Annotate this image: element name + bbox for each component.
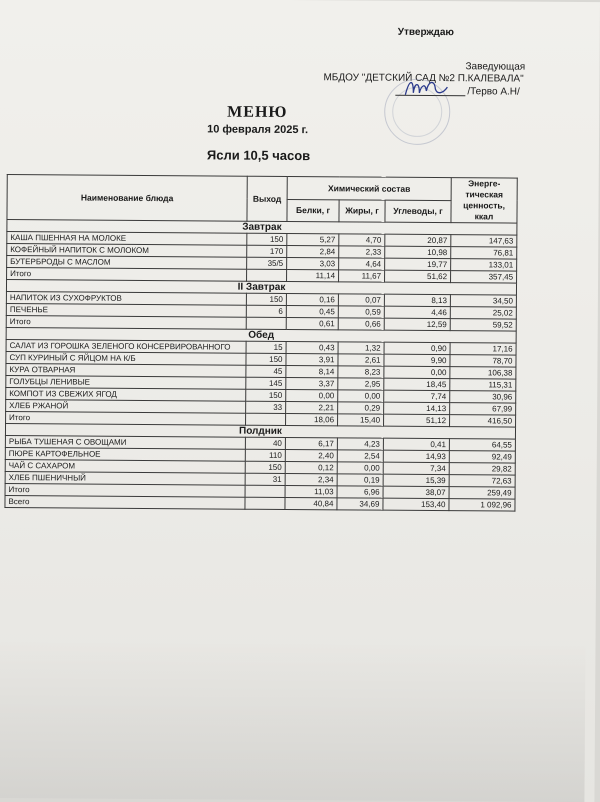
signer-name: /Терво А.Н/ xyxy=(467,86,520,98)
total-label: Итого xyxy=(7,268,247,282)
dish-name: КОФЕЙНЫЙ НАПИТОК С МОЛОКОМ xyxy=(7,244,247,258)
dish-energy: 147,63 xyxy=(451,235,517,247)
menu-table-body xyxy=(5,220,517,512)
total-energy: 259,49 xyxy=(449,487,515,499)
column-header-protein: Белки, г xyxy=(287,199,339,222)
dish-carb: 19,77 xyxy=(385,258,451,270)
total-protein: 11,03 xyxy=(285,485,337,497)
organization-name: МБДОУ "ДЕТСКИЙ САД №2 П.КАЛЕВАЛА" xyxy=(323,72,524,85)
dish-fat: 0,07 xyxy=(338,294,384,306)
column-header-carb: Углеводы, г xyxy=(385,200,451,223)
dish-energy: 72,63 xyxy=(449,475,515,487)
dish-name: ХЛЕБ РЖАНОЙ xyxy=(6,400,246,414)
dish-fat: 2,33 xyxy=(339,246,385,258)
dish-carb: 8,13 xyxy=(384,294,450,306)
approval-label: Утверждаю xyxy=(397,26,455,39)
dish-fat: 2,95 xyxy=(338,378,384,390)
dish-carb: 14,13 xyxy=(384,402,450,414)
dish-yield: 45 xyxy=(246,365,286,377)
total-energy: 416,50 xyxy=(450,415,516,427)
dish-carb: 7,74 xyxy=(384,390,450,402)
dish-protein: 2,40 xyxy=(285,449,337,461)
page-title: МЕНЮ xyxy=(227,103,288,121)
dish-carb: 18,45 xyxy=(384,378,450,390)
dish-yield: 110 xyxy=(245,449,285,461)
total-protein: 18,06 xyxy=(286,413,338,425)
dish-protein: 2,21 xyxy=(286,401,338,413)
dish-fat: 4,23 xyxy=(337,438,383,450)
dish-carb: 20,87 xyxy=(385,234,451,246)
dish-energy: 133,01 xyxy=(451,259,517,271)
dish-carb: 10,98 xyxy=(385,246,451,258)
total-carb: 51,62 xyxy=(385,270,451,282)
dish-carb: 7,34 xyxy=(383,462,449,474)
grand-total-carb: 153,40 xyxy=(383,498,449,510)
dish-protein: 0,45 xyxy=(286,305,338,317)
dish-protein: 6,17 xyxy=(285,437,337,449)
dish-protein: 3,37 xyxy=(286,377,338,389)
dish-carb: 0,00 xyxy=(384,366,450,378)
dish-yield: 15 xyxy=(246,341,286,353)
dish-yield: 150 xyxy=(245,461,285,473)
dish-name: ПЕЧЕНЬЕ xyxy=(6,304,246,318)
grand-total-yield-empty xyxy=(245,497,285,509)
total-protein: 0,61 xyxy=(286,317,338,329)
dish-yield: 150 xyxy=(246,353,286,365)
total-fat: 6,96 xyxy=(337,486,383,498)
dish-yield: 31 xyxy=(245,473,285,485)
dish-fat: 4,70 xyxy=(339,234,385,246)
dish-name: РЫБА ТУШЕНАЯ С ОВОЩАМИ xyxy=(5,436,245,450)
column-header-chemical: Химический состав xyxy=(287,176,451,200)
dish-carb: 4,46 xyxy=(384,306,450,318)
dish-energy: 30,96 xyxy=(450,391,516,403)
dish-protein: 5,27 xyxy=(287,233,339,245)
total-label: Итого xyxy=(6,316,246,330)
dish-fat: 4,64 xyxy=(339,258,385,270)
dish-name: САЛАТ ИЗ ГОРОШКА ЗЕЛЕНОГО КОНСЕРВИРОВАННОГО xyxy=(6,340,246,354)
total-yield-empty xyxy=(246,317,286,329)
total-energy: 357,45 xyxy=(451,271,517,283)
section-title: Обед xyxy=(6,328,516,344)
dish-energy: 29,82 xyxy=(449,463,515,475)
total-energy: 59,52 xyxy=(450,319,516,331)
section-title: Завтрак xyxy=(7,220,517,236)
total-fat: 11,67 xyxy=(339,270,385,282)
dish-energy: 25,02 xyxy=(450,307,516,319)
dish-name: ЧАЙ С САХАРОМ xyxy=(5,460,245,474)
dish-protein: 8,14 xyxy=(286,365,338,377)
dish-name: НАПИТОК ИЗ СУХОФРУКТОВ xyxy=(6,292,246,306)
grand-total-label: Всего xyxy=(5,496,245,510)
dish-energy: 76,81 xyxy=(451,247,517,259)
dish-yield: 150 xyxy=(246,293,286,305)
dish-yield: 33 xyxy=(246,401,286,413)
column-header-energy: Энерге-тическая ценность, ккал xyxy=(451,178,517,223)
dish-yield: 150 xyxy=(247,233,287,245)
dish-yield: 6 xyxy=(246,305,286,317)
dish-protein: 0,00 xyxy=(286,389,338,401)
total-carb: 51,12 xyxy=(384,414,450,426)
total-carb: 12,59 xyxy=(384,318,450,330)
dish-name: КУРА ОТВАРНАЯ xyxy=(6,364,246,378)
dish-carb: 15,39 xyxy=(383,474,449,486)
dish-fat: 1,32 xyxy=(338,342,384,354)
dish-fat: 2,54 xyxy=(337,450,383,462)
dish-yield: 150 xyxy=(246,389,286,401)
dish-energy: 92,49 xyxy=(449,451,515,463)
menu-table xyxy=(4,174,517,512)
dish-fat: 2,61 xyxy=(338,354,384,366)
dish-protein: 0,12 xyxy=(285,461,337,473)
dish-carb: 9,90 xyxy=(384,354,450,366)
dish-energy: 34,50 xyxy=(450,295,516,307)
handwritten-signature xyxy=(401,73,451,103)
section-title: Полдник xyxy=(5,424,515,440)
dish-yield: 40 xyxy=(245,437,285,449)
dish-fat: 0,00 xyxy=(338,390,384,402)
dish-energy: 64,55 xyxy=(449,439,515,451)
dish-name: БУТЕРБРОДЫ С МАСЛОМ xyxy=(7,256,247,270)
dish-name: ГОЛУБЦЫ ЛЕНИВЫЕ xyxy=(6,376,246,390)
grand-total-energy: 1 092,96 xyxy=(449,499,515,511)
grand-total-fat: 34,69 xyxy=(337,498,383,510)
head-role: Заведующая xyxy=(465,61,526,73)
dish-energy: 106,38 xyxy=(450,367,516,379)
section-title: II Завтрак xyxy=(6,280,516,296)
dish-name: СУП КУРИНЫЙ С ЯЙЦОМ НА К/Б xyxy=(6,352,246,366)
dish-energy: 17,16 xyxy=(450,343,516,355)
column-header-dish: Наименование блюда xyxy=(7,175,247,222)
total-fat: 15,40 xyxy=(338,414,384,426)
total-yield-empty xyxy=(247,269,287,281)
total-yield-empty xyxy=(245,485,285,497)
dish-yield: 145 xyxy=(246,377,286,389)
dish-fat: 0,19 xyxy=(337,474,383,486)
grand-total-row xyxy=(5,496,515,512)
dish-energy: 115,31 xyxy=(450,379,516,391)
dish-carb: 0,90 xyxy=(384,342,450,354)
total-yield-empty xyxy=(246,413,286,425)
dish-name: КАША ПШЕННАЯ НА МОЛОКЕ xyxy=(7,232,247,246)
total-label: Итого xyxy=(6,412,246,426)
dish-protein: 3,91 xyxy=(286,353,338,365)
dish-fat: 0,00 xyxy=(337,462,383,474)
dish-fat: 0,59 xyxy=(338,306,384,318)
dish-yield: 35/5 xyxy=(247,257,287,269)
dish-name: ХЛЕБ ПШЕНИЧНЫЙ xyxy=(5,472,245,486)
dish-fat: 0,29 xyxy=(338,402,384,414)
dish-carb: 14,93 xyxy=(383,450,449,462)
column-header-yield: Выход xyxy=(247,176,287,221)
dish-energy: 78,70 xyxy=(450,355,516,367)
total-carb: 38,07 xyxy=(383,486,449,498)
dish-protein: 0,16 xyxy=(286,293,338,305)
dish-protein: 2,34 xyxy=(285,473,337,485)
total-fat: 0,66 xyxy=(338,318,384,330)
grand-total-protein: 40,84 xyxy=(285,497,337,509)
dish-fat: 8,23 xyxy=(338,366,384,378)
menu-date: 10 февраля 2025 г. xyxy=(207,123,309,137)
group-name: Ясли 10,5 часов xyxy=(206,147,311,164)
dish-yield: 170 xyxy=(247,245,287,257)
dish-carb: 0,41 xyxy=(383,438,449,450)
dish-energy: 67,99 xyxy=(450,403,516,415)
total-label: Итого xyxy=(5,484,245,498)
dish-name: ПЮРЕ КАРТОФЕЛЬНОЕ xyxy=(5,448,245,462)
photo-shadow xyxy=(0,638,586,802)
dish-protein: 3,03 xyxy=(287,257,339,269)
dish-protein: 2,84 xyxy=(287,245,339,257)
total-protein: 11,14 xyxy=(287,269,339,281)
dish-name: КОМПОТ ИЗ СВЕЖИХ ЯГОД xyxy=(6,388,246,402)
dish-protein: 0,43 xyxy=(286,341,338,353)
column-header-fat: Жиры, г xyxy=(339,199,385,222)
